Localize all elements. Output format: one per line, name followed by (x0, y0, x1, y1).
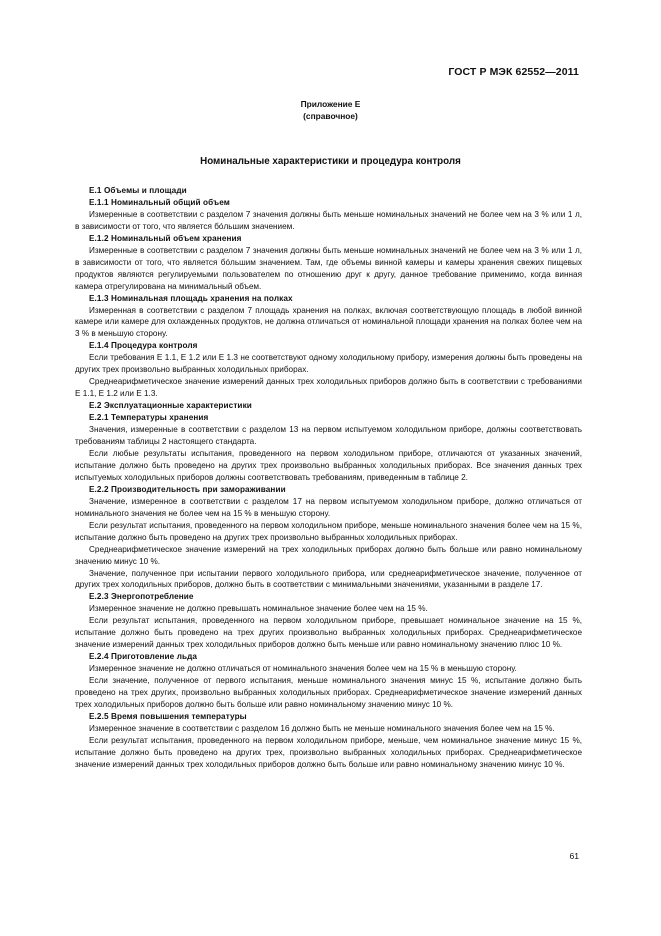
paragraph: Если результат испытания, проведенного на первом холодильном приборе, меньше номинального значения более чем на 15 %, испытание должно быть проведено на других трех произвольно выбранных холодильных приборах. (75, 520, 582, 542)
document-header: ГОСТ Р МЭК 62552—2011 (448, 66, 579, 78)
paragraph: Измеренные в соответствии с разделом 7 значения должны быть меньше номинальных значений не более чем на 3 % или 1 л, в зависимости от того, что является бóльшим значением. Там, где объемы винной камеры и камеры хранения свежих пищевых продуктов являются регулируемыми пользователем по отношению друг к другу, данное требование применимо, когда винная камера отрегулирована на минимальный объем. (75, 245, 582, 291)
paragraph: Среднеарифметическое значение измерений на трех холодильных приборах должно быть больше или равно номинальному значению минус 10 %. (75, 544, 582, 566)
page-number: 61 (569, 851, 579, 861)
page-title: Номинальные характеристики и процедура контроля (200, 156, 461, 167)
paragraph: Среднеарифметическое значение измерений данных трех холодильных приборов должно быть в соответствии с требованиями Е 1.1, Е 1.2 или Е 1.3. (75, 377, 582, 399)
section-heading: Е.1.1 Номинальный общий объем (89, 197, 230, 207)
annex-heading (0, 98, 661, 122)
paragraph: Если результат испытания, проведенного на первом холодильном приборе, меньше, чем номинальное значение минус 15 %, испытание должно быть проведено на других трех, произвольно выбранных холодильных приборах. Среднеарифметическое значение измерений данных трех холодильных приборов должно быть больше или равно номинальному значению минус 10 %. (75, 735, 582, 769)
section-heading: Е.2.2 Производительность при замораживании (89, 484, 286, 494)
paragraph: Если значение, полученное от первого испытания, меньше номинального значения минус 15 %, испытание должно быть проведено на трех других, произвольно выбранных холодильных приборах. Среднеарифметическое значение измерений данных трех холодильных приборов должно быть больше или равно номинальному значению минус 10 %. (75, 676, 582, 709)
section-heading: Е.1 Объемы и площади (89, 186, 187, 195)
paragraph: Значения, измеренные в соответствии с разделом 13 на первом испытуемом холодильном приборе, должны соответствовать требованиям таблицы 2 настоящего стандарта. (75, 425, 582, 447)
section-heading: Е.2.5 Время повышения температуры (89, 711, 247, 721)
section-heading: Е.2 Эксплуатационные характеристики (89, 401, 252, 411)
section-heading: Е.2.4 Приготовление льда (89, 652, 198, 662)
annex-note: (справочное) (303, 111, 358, 121)
paragraph: Измеренное значение не должно превышать номинальное значение более чем на 15 %. (89, 604, 428, 614)
section-heading: Е.2.1 Температуры хранения (89, 413, 209, 423)
paragraph: Если требования Е 1.1, Е 1.2 или Е 1.3 не соответствуют одному холодильному прибору, измерения должны быть проведены на других трех произвольно выбранных холодильных приборах. (75, 353, 582, 375)
section-heading: Е.1.3 Номинальная площадь хранения на полках (89, 293, 293, 303)
paragraph: Значение, полученное при испытании первого холодильного прибора, или среднеарифметическое значение, полученное от других трех холодильных приборов, должно быть в соответствии с минимальными значениями, указанными в разделе 17. (75, 568, 582, 590)
paragraph: Измеренная в соответствии с разделом 7 площадь хранения на полках, включая соответствующую площадь в любой винной камере или камере для охлажденных продуктов, не должна отличаться от номинальной площади хранения на полках более чем на 3 % в меньшую сторону. (75, 305, 582, 339)
section-heading: Е.1.2 Номинальный объем хранения (89, 233, 242, 243)
section-heading: Е.2.3 Энергопотребление (89, 592, 194, 602)
paragraph: Если любые результаты испытания, проведенного на первом холодильном приборе, отличаются от указанных значений, испытание должно быть проведено на других трех произвольно выбранных холодильных приборах. Все значения данных трех испытуемых холодильных приборов должны соответствовать требованиям, приведенным в таблице 2. (75, 448, 582, 482)
paragraph: Измеренное значение не должно отличаться от номинального значения более чем на 15 % в меньшую сторону. (89, 664, 517, 674)
section-heading: Е.1.4 Процедура контроля (89, 341, 198, 351)
document-body (75, 185, 582, 771)
paragraph: Если результат испытания, проведенного на первом холодильном приборе, превышает номинальное значение на 15 %, испытание должно быть проведено на трех других произвольно выбранных холодильных приборах. Среднеарифметическое значение измерений данных трех холодильных приборов должно быть меньше или равно номинальному значению плюс 10 %. (75, 616, 582, 650)
paragraph: Измеренное значение в соответствии с разделом 16 должно быть не меньше номинального значения более чем на 15 %. (89, 723, 555, 733)
annex-title: Приложение Е (300, 99, 361, 109)
paragraph: Значение, измеренное в соответствии с разделом 17 на первом испытуемом холодильном приборе, должно отличаться от номинального значения не более чем на 15 % в меньшую сторону. (75, 496, 582, 518)
paragraph: Измеренные в соответствии с разделом 7 значения должны быть меньше номинальных значений не более чем на 3 % или 1 л, в зависимости от того, что является бóльшим значением. (75, 209, 582, 231)
